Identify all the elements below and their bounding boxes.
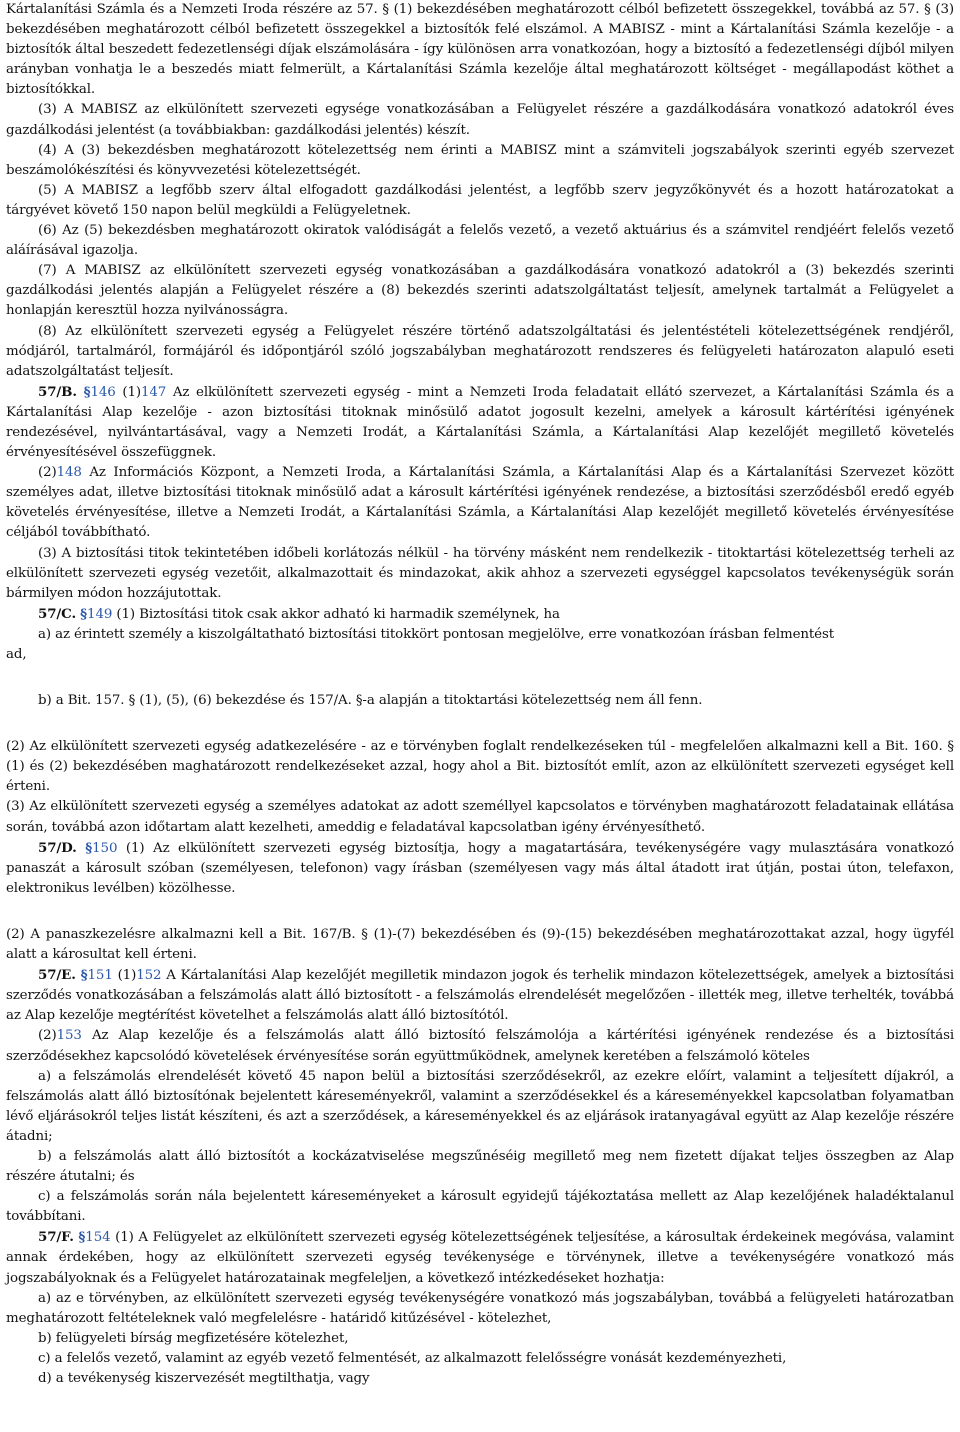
section-57c-paragraph-3: (3) Az elkülönített szervezeti egység a személyes adatokat az adott személlyel kapcsolatos e törvényben maghatározott feladatainak ellátása során, továbbá azon időtartam alatt kezelheti, ameddig e feladatával kapcsolatban igény érvényesíthető. — [6, 799, 954, 835]
section-sign: § — [80, 605, 88, 622]
footnote-ref[interactable]: 146 — [90, 384, 116, 400]
footnote-ref[interactable]: 154 — [85, 1230, 111, 1246]
section-number: 57/F. — [38, 1229, 74, 1246]
section-57e-point-c: c) a felszámolás során nála bejelentett káreseményeket a károsult egyidejű tájékoztatása mellett az Alap kezelőjének haladéktalanul továbbítani. — [6, 1189, 954, 1225]
section-57e-paragraph-1: 57/E. §151 (1)152 A Kártalanítási Alap kezelőjét megilletik mindazon jogok és terhelik mindazon kötelezettségek, amelyek a biztosítási szerződés vonatkozásában a felszámolás alatt álló biztosított - a felszámolás elrendelését megelőzően - illették meg, illetve terhelték, továbbá az Alap kezelője megtérítést követelhet a felszámolás alatt álló biztosítótól. — [6, 967, 955, 1024]
paragraph-57a-5: (5) A MABISZ a legfőbb szerv által elfogadott gazdálkodási jelentést, a legfőbb szerv jegyzőkönyvét és a hozott határozatokat a tárgyévet követő 150 napon belül megküldi a Felügyeletnek. — [6, 182, 954, 218]
section-57c-point-b: b) a Bit. 157. § (1), (5), (6) bekezdése és 157/A. §-a alapján a titoktartási kötelezettség nem áll fenn. — [38, 693, 703, 709]
section-57f-point-d: d) a tevékenység kiszervezését megtilthatja, vagy — [38, 1371, 370, 1386]
paragraph-57a-7: (7) A MABISZ az elkülönített szervezeti egység vonatkozásában a gazdálkodására vonatkozó adatokról a (3) bekezdés szerinti gazdálkodási jelentés alapján a Felügyelet részére a (8) bekezdés szerinti adatszolgáltatást teljesít, amelynek tartalmát a Felügyelet a honlapján keresztül hozza nyilvánosságra. — [6, 263, 954, 319]
section-number: 57/B. — [38, 383, 77, 400]
paragraph-57a-8: (8) Az elkülönített szervezeti egység a Felügyelet részére történő adatszolgáltatási és jelentéstételi kötelezettségének rendjéről, módjáról, tartalmáról, formájáról és időpontjáról szóló jogszabályban meghatározott rendszeres és felügyeleti határozaton alapuló eseti adatszolgáltatást teljesít. — [6, 323, 954, 379]
section-57c-paragraph-2: (2) Az elkülönített szervezeti egység adatkezelésére - az e törvényben foglalt rendelkezéseken túl - megfelelően alkalmazni kell a Bit. 160. § (1) és (2) bekezdésében maghatározott rendelkezéseket azzal, hogy ahol a Bit. biztosítót említ, azon az elkülönített szervezeti egységet kell érteni. — [6, 739, 954, 795]
section-sign: § — [78, 1229, 86, 1246]
section-number: 57/E. — [38, 967, 76, 984]
paragraph-57-continuation: Kártalanítási Számla és a Nemzeti Iroda részére az 57. § (1) bekezdésében meghatározott célból befizetett összegekkel, továbbá az 57. § (3) bekezdésében meghatározott célból befizetett összegekkel a biztosítók felé elszámol. A MABISZ - mint a Kártalanítási Számla kezelője - a biztosítók által beszedett fedezetlenségi díjak elszámolására - így különösen arra vonatkozóan, hogy a biztosító a fedezetlenségi díjból milyen arányban vonhatja le a beszedés miatt felmerült, a Kártalanítási Számla kezelője által meghatározott költséget - megállapodást köthet a biztosítókkal. — [6, 2, 954, 98]
section-57b-paragraph-2: (2)148 Az Információs Központ, a Nemzeti Iroda, a Kártalanítási Számla, a Kártalanítási Alap és a Kártalanítási Szervezet között személyes adat, illetve biztosítási titoknak minősülő adat a károsult kártérítési igényének rendezése, a biztosítási szerződésből eredő egyéb követelés érvényesítése, illetve a Nemzeti Irodát, a Kártalanítási Számla, a Kártalanítási Alap kezelőjét megillető követelés érvényesítése céljából továbbítható. — [6, 465, 954, 541]
section-57d-paragraph-1: 57/D. §150 (1) Az elkülönített szervezeti egység biztosítja, hogy a magatartására, tevékenységére vagy mulasztására vonatkozó panaszát a károsult szóban (személyesen, telefonon) vagy írásban (személyesen vagy más által átadott irat útján, postai úton, telefaxon, elektronikus levélben) közölhesse. — [6, 839, 955, 896]
section-57e-point-a: a) a felszámolás elrendelését követő 45 napon belül a biztosítási szerződésekről, az ezekre előírt, valamint a teljesített díjakról, a felszámolás alatt álló biztosítónak bejelentett káreseményekről, valamint a szerződésekkel és a káreseményekkel kapcsolatban folyamatban lévő eljárásokról teljes listát készíteni, és azt a szerződések, a káreseményekkel és az eljárások iratanyagával együtt az Alap kezelője részére átadni; — [6, 1068, 954, 1144]
footnote-ref[interactable]: 152 — [136, 968, 162, 984]
section-number: 57/C. — [38, 605, 77, 622]
section-57f-point-c: c) a felelős vezető, valamint az egyéb vezető felmentését, az alkalmazott felelősségre vonását kezdeményezheti, — [38, 1350, 787, 1366]
paragraph-57a-4: (4) A (3) bekezdésben meghatározott kötelezettség nem érinti a MABISZ mint a számviteli jogszabályok szerinti egyéb szervezet beszámolókészítési és könyvvezetési kötelezettségét. — [6, 142, 954, 178]
section-57f-paragraph-1: 57/F. §154 (1) A Felügyelet az elkülönített szervezeti egység kötelezettségének teljesítése, a károsultak érdekeinek megóvása, valamint annak érdekében, hogy az elkülönített szervezeti egység tevékenysége e törvénynek, illetve a tevékenységére vonatkozó más jogszabályoknak és a Felügyelet határozatainak megfeleljen, a következő intézkedéseket hozhatja: — [6, 1229, 954, 1286]
section-57c-point-a: a) az érintett személy a kiszolgáltatható biztosítási titokkört pontosan megjelölve, erre vonatkozóan írásban felmentést — [38, 626, 834, 642]
paragraph-57a-3: (3) A MABISZ az elkülönített szervezeti egysége vonatkozásában a Felügyelet részére a gazdálkodására vonatkozó adatokról éves gazdálkodási jelentést (a továbbiakban: gazdálkodási jelentés) készít. — [6, 102, 954, 138]
section-57f-point-b: b) felügyeleti bírság megfizetésére kötelezhet, — [38, 1330, 349, 1346]
section-57c-paragraph-1: 57/C. §149 (1) Biztosítási titok csak akkor adható ki harmadik személynek, ha — [38, 605, 560, 622]
section-sign: § — [80, 967, 88, 984]
section-57b-paragraph-3: (3) A biztosítási titok tekintetében időbeli korlátozás nélkül - ha törvény másként nem rendelkezik - titoktartási kötelezettség terheli az elkülönített szervezeti egység vezetőit, alkalmazottait és mindazokat, akik ahhoz a szervezeti egységgel kapcsolatos tevékenységük során bármilyen módon hozzájutottak. — [6, 545, 954, 601]
footnote-ref[interactable]: 151 — [87, 968, 113, 984]
footnote-ref[interactable]: 153 — [56, 1028, 82, 1044]
section-57f-point-a: a) az e törvényben, az elkülönített szervezeti egység tevékenységére vonatkozó más jogszabályban, továbbá a felügyeleti határozatban meghatározott feltételeknek való megfelelésre - határidő kitűzésével - kötelezhet, — [6, 1290, 954, 1326]
section-57b-paragraph-1: 57/B. §146 (1)147 Az elkülönített szervezeti egység - mint a Nemzeti Iroda feladatait ellátó szervezet, a Kártalanítási Számla és a Kártalanítási Alap kezelője - azon biztosítási titoknak minősülő adatot jogosult kezelni, amelyek a károsult kártérítési igényének rendezésével, nyilvántartásával, vagy a Nemzeti Irodát, a Kártalanítási Számla, a Kártalanítási Alap kezelőjét megillető követelés érvényesítésével összefüggnek. — [6, 383, 955, 461]
footnote-ref[interactable]: 149 — [87, 606, 113, 622]
footnote-ref[interactable]: 148 — [56, 465, 82, 481]
footnote-ref[interactable]: 147 — [140, 384, 167, 400]
section-57d-paragraph-2: (2) A panaszkezelésre alkalmazni kell a Bit. 167/B. § (1)-(7) bekezdésében és (9)-(15) bekezdésében meghatározottakat azzal, hogy ügyfél alatt a károsultat kell érteni. — [6, 926, 954, 963]
section-57c-point-a-tail: ad, — [6, 647, 27, 662]
section-57e-point-b: b) a felszámolás alatt álló biztosítót a kockázatviselése megszűnéséig megillető meg nem fizetett díjakat teljes összegben az Alap részére átutalni; és — [6, 1148, 954, 1185]
section-sign: § — [83, 383, 91, 400]
footnote-ref[interactable]: 150 — [92, 840, 118, 856]
section-57e-paragraph-2: (2)153 Az Alap kezelője és a felszámolás alatt álló biztosító felszámolója a kártérítési igényének rendezése és a biztosítási szerződésekhez kapcsolódó követelések érvényesítése során együttműködnek, amelynek keretében a felszámoló köteles — [6, 1028, 954, 1064]
section-sign: § — [85, 839, 93, 856]
paragraph-57a-6: (6) Az (5) bekezdésben meghatározott okiratok valódiságát a felelős vezető, a vezető aktuárius és a számvitel rendjéért felelős vezető aláírásával igazolja. — [6, 223, 954, 259]
section-number: 57/D. — [38, 839, 77, 856]
